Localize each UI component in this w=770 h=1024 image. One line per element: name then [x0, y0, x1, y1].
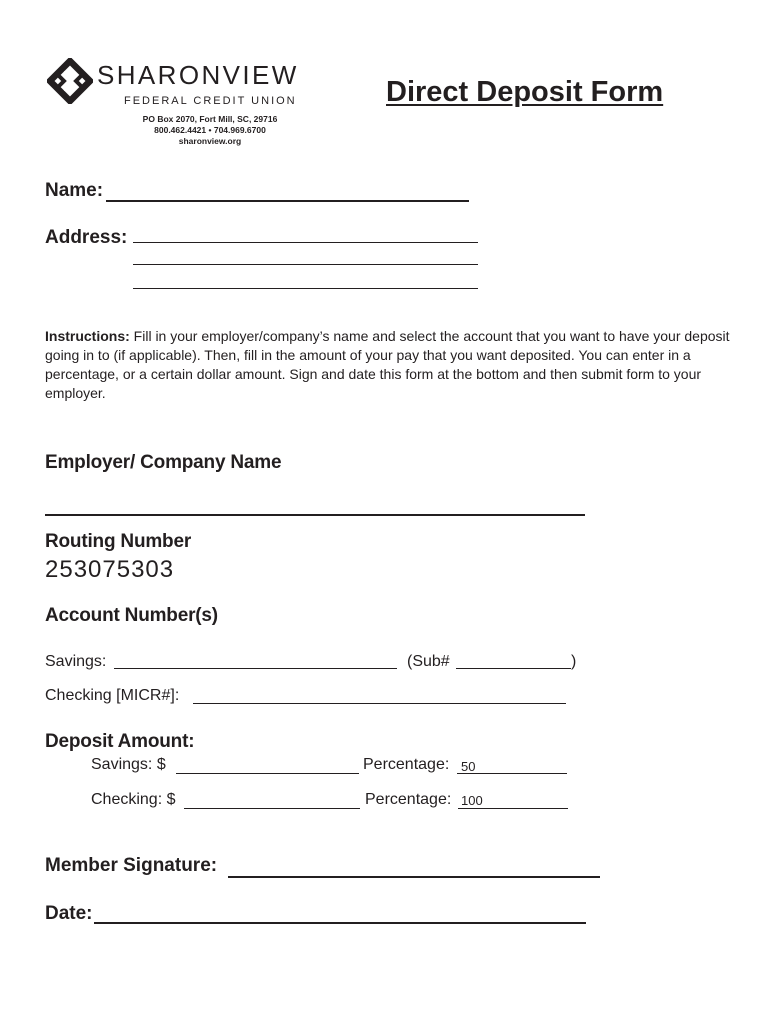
form-title: Direct Deposit Form — [386, 76, 664, 108]
savings-percentage-value: 50 — [461, 759, 476, 774]
instructions-text: Fill in your employer/company’s name and select the account that you want to have your deposit going in to (if applicable). Then, fill in the amount of your pay that you want deposited. You can enter in a percentage, or a certain dollar amount. Sign and date this form at the bottom and then submit form to your employer. — [45, 328, 730, 401]
deposit-amount-label: Deposit Amount: — [45, 731, 195, 752]
member-signature-label: Member Signature: — [45, 855, 218, 876]
sub-number-open: (Sub# — [407, 653, 450, 670]
routing-number-value: 253075303 — [45, 556, 175, 583]
contact-address: PO Box 2070, Fort Mill, SC, 29716 — [142, 114, 278, 124]
name-field[interactable] — [106, 178, 469, 202]
contact-website: sharonview.org — [178, 136, 242, 146]
checking-micr-label: Checking [MICR#]: — [45, 687, 180, 704]
contact-phones: 800.462.4421 • 704.969.6700 — [154, 125, 266, 135]
routing-label: Routing Number — [45, 531, 192, 552]
date-field[interactable] — [94, 900, 586, 924]
savings-percentage-label: Percentage: — [363, 756, 450, 773]
deposit-checking-amount-field[interactable] — [184, 790, 360, 809]
checking-percentage-label: Percentage: — [365, 791, 452, 808]
checking-percentage-value: 100 — [461, 793, 483, 808]
instructions-block — [45, 327, 735, 403]
brand-subtitle: FEDERAL CREDIT UNION — [124, 95, 297, 107]
deposit-savings-label: Savings: $ — [91, 756, 166, 773]
brand-name: SHARONVIEW — [97, 60, 299, 90]
address-line-1-field[interactable] — [133, 222, 478, 243]
name-label: Name: — [45, 180, 104, 201]
deposit-checking-label: Checking: $ — [91, 791, 176, 808]
checking-micr-field[interactable] — [193, 685, 566, 704]
sub-number-field[interactable] — [456, 650, 571, 669]
deposit-savings-amount-field[interactable] — [176, 755, 359, 774]
address-line-2-field[interactable] — [133, 244, 478, 265]
address-line-3-field[interactable] — [133, 268, 478, 289]
address-label: Address: — [45, 227, 128, 248]
savings-account-label: Savings: — [45, 653, 107, 670]
savings-account-field[interactable] — [114, 650, 397, 669]
employer-name-field[interactable] — [45, 494, 585, 516]
sub-number-close: ) — [571, 653, 577, 670]
employer-label: Employer/ Company Name — [45, 452, 282, 473]
sharonview-logo-icon — [47, 58, 93, 104]
date-label: Date: — [45, 903, 93, 924]
account-numbers-label: Account Number(s) — [45, 605, 218, 626]
member-signature-field[interactable] — [228, 854, 600, 878]
instructions-label: Instructions: — [45, 328, 130, 344]
